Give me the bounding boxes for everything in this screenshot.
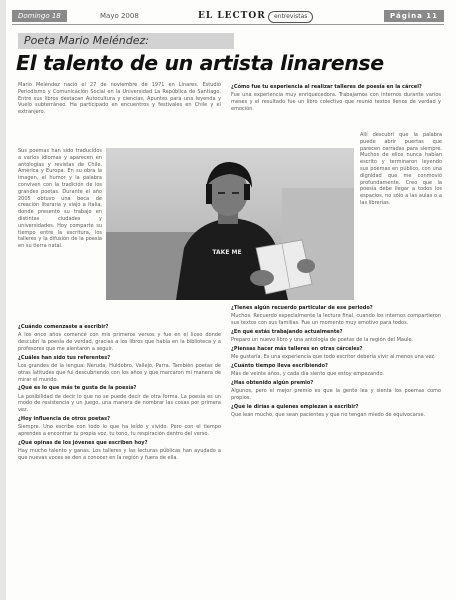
interview-question: ¿Has obtenido algún premio?	[231, 380, 314, 387]
interview-question: ¿Cuándo comenzaste a escribir?	[18, 324, 109, 330]
portrait-illustration	[106, 148, 354, 300]
interview-answer: Algunos, pero el mejor premio es que la gente lea y sienta los poemas como propios.	[231, 388, 441, 402]
interview-question: ¿Piensas hacer más talleres en otras cárceles?	[231, 345, 363, 352]
interview-question: ¿Qué le dirías a quienes empiezan a escribir?	[231, 404, 359, 411]
interview-answer: Muchos. Recuerdo especialmente la lectura final, cuando los internos compartieron sus textos con sus familias. Fue un momento muy emotivo para todos.	[231, 313, 441, 327]
intro-text: Mario Meléndez nació el 27 de noviembre de 1971 en Linares. Estudió Periodismo y Comunicación Social en la Universidad La República de Santiago. Entre sus libros destacan Autocultura y ciencias, Apuntes para una leyenda y Vuelo subterráneo. Ha participado en encuentros y festivales en Chile y el extranjero.	[18, 82, 221, 116]
interview-answer: Que lean mucho, que sean pacientes y que no tengan miedo de equivocarse.	[231, 412, 426, 419]
interview-question: ¿Qué opinas de los jóvenes que escriben hoy?	[18, 439, 148, 446]
intro-paragraph	[18, 82, 221, 117]
interview-question: ¿Cómo fue tu experiencia al realizar talleres de poesía en la cárcel?	[231, 84, 422, 90]
page-header	[12, 10, 444, 22]
interview-question: ¿Cuáles han sido tus referentes?	[18, 354, 111, 361]
header-month-year: Mayo 2008	[100, 12, 139, 20]
interview-answer: Preparo un nuevo libro y una antología de poetas de la región del Maule.	[231, 337, 414, 344]
shirt-print: TAKE ME	[212, 249, 242, 256]
article-headline: El talento de un artista linarense	[16, 51, 384, 75]
left-qa-list	[18, 324, 221, 462]
right-narrow-column	[360, 132, 442, 208]
interview-answer: Fue una experiencia muy enriquecedora. Trabajamos con internos durante varios meses y el resultado fue un libro colectivo que reunió textos llenos de verdad y emoción.	[231, 92, 441, 112]
left-narrow-column	[18, 148, 102, 251]
interview-answer: Me gustaría. Es una experiencia que todo escritor debería vivir al menos una vez.	[231, 354, 436, 361]
interview-question: ¿Cuánto tiempo lleva escribiendo?	[231, 363, 328, 370]
section-badge: entrevistas	[268, 11, 313, 23]
page-number: Página 11	[384, 10, 444, 22]
interview-answer: Más de veinte años, y cada día siento que estoy empezando.	[231, 371, 385, 378]
left-top-text: Sus poemas han sido traducidos a varios idiomas y aparecen en antologías y revistas de Chile, América y Europa. En su obra la imagen, el humor y la palabra conviven con la tradición de los grandes poetas. Durante el año 2005 obtuvo una beca de creación literaria y viajó a Italia, donde presentó su trabajo en distintas ciudades y universidades. Hoy comparte su tiempo entre la escritura, los talleres y la difusión de la poesía en su tierra natal.	[18, 148, 102, 250]
interview-answer: A los once años comencé con mis primeros versos y fue en el liceo donde descubrí la poesía de verdad, gracias a los libros que había en la biblioteca y a profesores que me alentaron a seguir.	[18, 332, 221, 352]
right-mid-text: Allí descubrí que la palabra puede abrir puertas que parecen cerradas para siempre. Muchos de ellos nunca habían escrito y terminaron leyendo sus poemas en público, con una dignidad que me conmovió profundamente. Creo que la poesía debe llegar a todos los espacios, no sólo a las aulas o a las librerías.	[360, 132, 442, 206]
right-top-column	[231, 82, 441, 114]
interview-answer: La posibilidad de decir lo que no se puede decir de otra forma. La poesía es un modo de resistencia y un juego, una manera de nombrar las cosas por primera vez.	[18, 393, 221, 414]
header-date: Domingo 18	[12, 10, 67, 22]
right-interview-column	[231, 303, 441, 421]
interview-question: ¿Tienes algún recuerdo particular de ese periodo?	[231, 305, 373, 311]
article-kicker: Poeta Mario Meléndez:	[18, 33, 234, 49]
publication-name: EL LECTOR	[198, 11, 266, 21]
scan-edge	[0, 0, 6, 600]
left-interview-column	[18, 322, 221, 463]
interview-answer: Siempre. Uno escribe con todo lo que ha leído y vivido. Pero con el tiempo aprendes a encontrar tu propia voz, tu tono, tu respiración dentro del verso.	[18, 424, 221, 438]
interview-answer: Hay mucho talento y ganas. Los talleres y las lecturas públicas han ayudado a que nuevas voces se den a conocer en la región y fuera de ella.	[18, 448, 221, 462]
right-top-qa-list	[231, 84, 441, 113]
right-qa-list	[231, 305, 441, 419]
portrait-photo	[106, 148, 354, 300]
header-rule	[12, 24, 444, 25]
interview-question: ¿En qué estás trabajando actualmente?	[231, 328, 343, 335]
interview-answer: Los grandes de la lengua: Neruda, Huidobro, Vallejo, Parra. También poetas de otras latitudes que fui descubriendo con los años y que marcaron mi manera de mirar el mundo.	[18, 362, 221, 383]
interview-question: ¿Hoy influencia de otros poetas?	[18, 416, 111, 423]
interview-question: ¿Qué es lo que más te gusta de la poesía?	[18, 385, 137, 392]
